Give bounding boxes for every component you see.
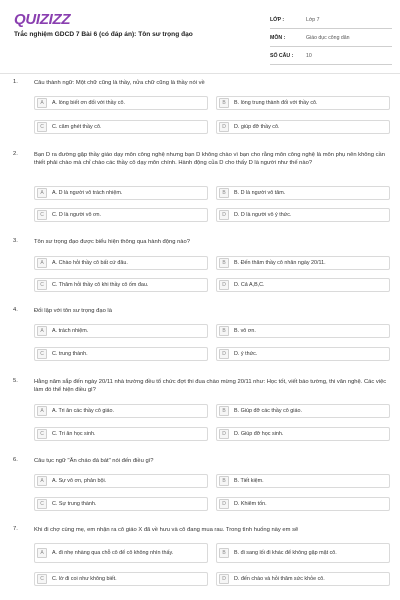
quizizz-logo: QUIZIZZ	[14, 11, 71, 28]
option-letter-box: B	[219, 548, 229, 558]
option-text: A. Sự vô ơn, phản bội.	[52, 477, 107, 484]
option-text: A. Tri ân các thầy cô giáo.	[52, 407, 115, 414]
option-text: B. đi sang lối đi khác để không gặp mặt cô.	[234, 549, 337, 556]
option-text: B. Đến thăm thầy cô nhân ngày 20/11.	[234, 259, 326, 266]
option-text: B. D là người vô tâm.	[234, 189, 286, 196]
option-letter-box: A	[37, 258, 47, 268]
option-text: D. D là người vô ý thức.	[234, 211, 292, 218]
option-b[interactable]	[216, 474, 390, 488]
option-b[interactable]	[216, 256, 390, 270]
option-letter-box: D	[219, 210, 229, 220]
option-letter-box: A	[37, 548, 47, 558]
option-text: A. trách nhiệm.	[52, 327, 89, 334]
option-text: A. Chào hỏi thầy cô bất cứ đâu.	[52, 259, 128, 266]
question-stem: Hằng năm sắp đến ngày 20/11 nhà trường đều tổ chức đợt thi đua chào mừng 20/11 như: Học tốt, viết báo tường, thi văn nghệ. Các việc làm đó thể hiện điều gì?	[34, 379, 387, 393]
option-letter-box: B	[219, 406, 229, 416]
option-c[interactable]	[34, 572, 208, 586]
question-stem: Bạn D ra đường gặp thầy giáo dạy môn công nghệ nhưng bạn D không chào vì bạn cho rằng môn công nghệ là môn phụ nên không cần thiết phải chào mà chỉ chào các thầy cô dạy môn chính. Hành động của D cho thấy D là người như thế nào?	[34, 152, 385, 166]
option-d[interactable]	[216, 120, 390, 134]
option-b[interactable]	[216, 404, 390, 418]
option-text: C. lờ đi coi như không biết.	[52, 575, 117, 582]
option-text: D. Cả A,B,C.	[234, 281, 265, 288]
option-text: A. D là người vô trách nhiệm.	[52, 189, 123, 196]
option-d[interactable]	[216, 427, 390, 441]
meta-table	[270, 11, 392, 65]
question-number: 2.	[13, 151, 18, 157]
option-letter-box: D	[219, 429, 229, 439]
option-c[interactable]	[34, 120, 208, 134]
option-letter-box: B	[219, 98, 229, 108]
option-c[interactable]	[34, 427, 208, 441]
question-number: 6.	[13, 457, 18, 463]
option-d[interactable]	[216, 347, 390, 361]
question-stem: Khi đi chợ cùng mẹ, em nhận ra cô giáo X đã về hưu và cô đang mua rau. Trong tình huống này em sẽ	[34, 527, 299, 533]
option-a[interactable]	[34, 324, 208, 338]
option-text: C. căm ghét thầy cô.	[52, 123, 102, 130]
meta-value: 10	[306, 52, 312, 59]
option-c[interactable]	[34, 278, 208, 292]
option-c[interactable]	[34, 347, 208, 361]
option-letter-box: A	[37, 98, 47, 108]
option-letter-box: D	[219, 499, 229, 509]
document-title: Trắc nghiệm GDCD 7 Bài 6 (có đáp án): Tôn sư trọng đạo	[14, 31, 193, 38]
option-text: C. Sự trung thành.	[52, 500, 97, 507]
question-number: 3.	[13, 238, 18, 244]
option-d[interactable]	[216, 497, 390, 511]
meta-value: Giáo dục công dân	[306, 34, 350, 41]
option-letter-box: C	[37, 122, 47, 132]
option-a[interactable]	[34, 404, 208, 418]
option-letter-box: C	[37, 280, 47, 290]
option-text: B. Tiết kiệm.	[234, 477, 264, 484]
option-text: A. đi nhẹ nhàng qua chỗ cô để cô không nhìn thấy.	[52, 549, 174, 556]
option-letter-box: A	[37, 476, 47, 486]
option-letter-box: B	[219, 326, 229, 336]
option-a[interactable]	[34, 186, 208, 200]
question-stem: Đối lập với tôn sư trọng đạo là	[34, 308, 112, 314]
option-letter-box: A	[37, 326, 47, 336]
option-letter-box: D	[219, 280, 229, 290]
option-letter-box: D	[219, 349, 229, 359]
header-divider	[0, 73, 400, 74]
document-header	[0, 0, 400, 70]
question-number: 4.	[13, 307, 18, 313]
option-text: B. Giúp đỡ các thầy cô giáo.	[234, 407, 302, 414]
option-letter-box: A	[37, 406, 47, 416]
option-letter-box: A	[37, 188, 47, 198]
option-letter-box: B	[219, 188, 229, 198]
option-letter-box: B	[219, 476, 229, 486]
option-letter-box: C	[37, 349, 47, 359]
option-letter-box: C	[37, 210, 47, 220]
option-d[interactable]	[216, 208, 390, 222]
meta-row-subject	[270, 29, 392, 47]
question-number: 5.	[13, 378, 18, 384]
question-stem: Tôn sư trọng đạo được biểu hiện thông qua hành động nào?	[34, 239, 190, 245]
option-text: B. lòng trung thành đối với thầy cô.	[234, 99, 318, 106]
option-b[interactable]	[216, 543, 390, 563]
option-a[interactable]	[34, 256, 208, 270]
meta-row-class	[270, 11, 392, 29]
option-text: D. giúp đỡ thầy cô.	[234, 123, 280, 130]
option-text: C. Tri ân học sinh.	[52, 430, 96, 437]
option-b[interactable]	[216, 186, 390, 200]
option-a[interactable]	[34, 96, 208, 110]
option-d[interactable]	[216, 278, 390, 292]
meta-label: SỐ CÂU :	[270, 52, 294, 59]
option-letter-box: D	[219, 122, 229, 132]
option-letter-box: B	[219, 258, 229, 268]
option-c[interactable]	[34, 497, 208, 511]
question-stem: Câu tục ngữ "Ăn cháo đá bát" nói đến điều gì?	[34, 458, 154, 464]
option-text: D. ý thức.	[234, 350, 258, 357]
option-b[interactable]	[216, 96, 390, 110]
option-text: D. Khiêm tốn.	[234, 500, 267, 507]
option-c[interactable]	[34, 208, 208, 222]
option-b[interactable]	[216, 324, 390, 338]
option-d[interactable]	[216, 572, 390, 586]
question-number: 1.	[13, 79, 18, 85]
option-text: C. D là người vô ơn.	[52, 211, 102, 218]
option-a[interactable]	[34, 474, 208, 488]
option-letter-box: C	[37, 574, 47, 584]
option-a[interactable]	[34, 543, 208, 563]
option-letter-box: D	[219, 574, 229, 584]
question-stem: Câu thành ngữ: Một chữ cũng là thầy, nửa chữ cũng là thầy nói về	[34, 80, 205, 86]
meta-label: MÔN :	[270, 34, 286, 41]
meta-value: Lớp 7	[306, 16, 320, 23]
meta-label: LỚP :	[270, 16, 285, 23]
option-text: C. trung thành.	[52, 350, 88, 357]
option-text: C. Thăm hỏi thầy cô khi thầy cô ốm đau.	[52, 281, 149, 288]
option-letter-box: C	[37, 429, 47, 439]
option-text: A. lòng biết ơn đối với thầy cô.	[52, 99, 125, 106]
question-number: 7.	[13, 526, 18, 532]
option-text: B. vô ơn.	[234, 327, 256, 334]
option-text: D. đến chào và hỏi thăm sức khỏe cô.	[234, 575, 325, 582]
option-text: D. Giúp đỡ học sinh.	[234, 430, 284, 437]
meta-row-count	[270, 47, 392, 65]
option-letter-box: C	[37, 499, 47, 509]
